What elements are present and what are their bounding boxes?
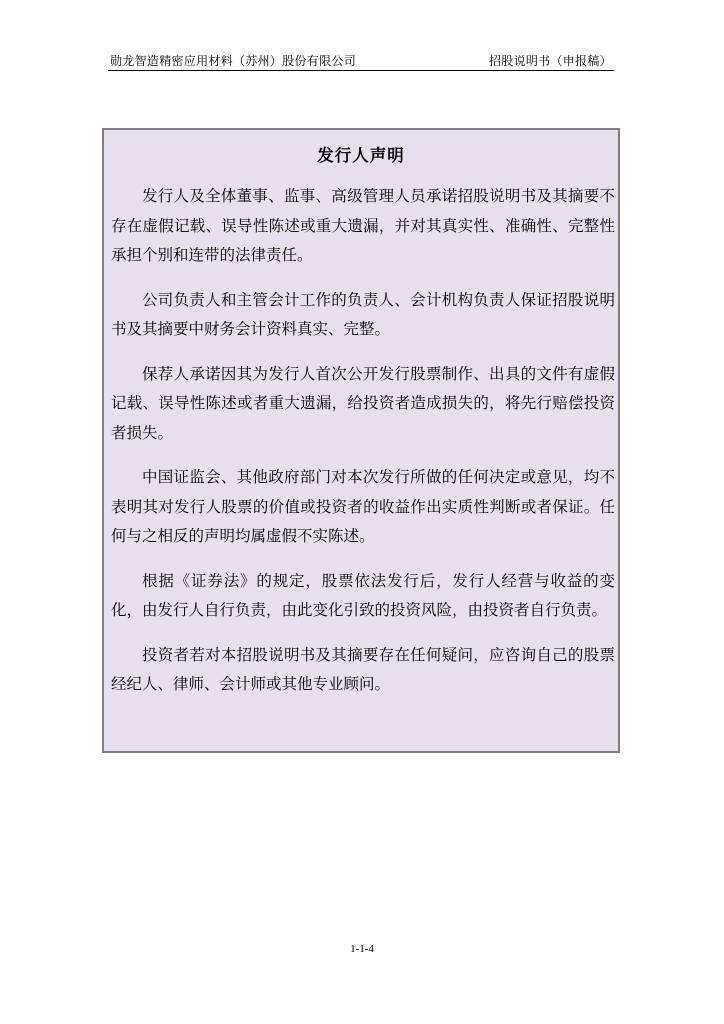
- statement-paragraph: 公司负责人和主管会计工作的负责人、会计机构负责人保证招股说明书及其摘要中财务会计资料真实、完整。: [111, 290, 615, 338]
- issuer-statement-box: [102, 128, 620, 753]
- statement-body: [111, 182, 615, 715]
- page-number: 1-1-4: [350, 943, 374, 955]
- company-name: 勋龙智造精密应用材料（苏州）股份有限公司: [110, 54, 357, 68]
- statement-paragraph: 保荐人承诺因其为发行人首次公开发行股票制作、出具的文件有虚假记载、误导性陈述或者重大遗漏，给投资者造成损失的，将先行赔偿投资者损失。: [111, 364, 615, 442]
- statement-paragraph: 中国证监会、其他政府部门对本次发行所做的任何决定或意见，均不表明其对发行人股票的价值或投资者的收益作出实质性判断或者保证。任何与之相反的声明均属虚假不实陈述。: [111, 468, 615, 545]
- statement-title: 发行人声明: [317, 146, 405, 165]
- statement-paragraph: 投资者若对本招股说明书及其摘要存在任何疑问，应咨询自己的股票经纪人、律师、会计师或其他专业顾问。: [111, 645, 615, 693]
- document-type: 招股说明书（申报稿）: [488, 54, 612, 68]
- statement-paragraph: 发行人及全体董事、监事、高级管理人员承诺招股说明书及其摘要不存在虚假记载、误导性陈述或重大遗漏，并对其真实性、准确性、完整性承担个别和连带的法律责任。: [111, 187, 615, 264]
- statement-paragraph: 根据《证券法》的规定，股票依法发行后，发行人经营与收益的变化，由发行人自行负责，由此变化引致的投资风险，由投资者自行负责。: [111, 571, 615, 619]
- page-header: [108, 50, 614, 71]
